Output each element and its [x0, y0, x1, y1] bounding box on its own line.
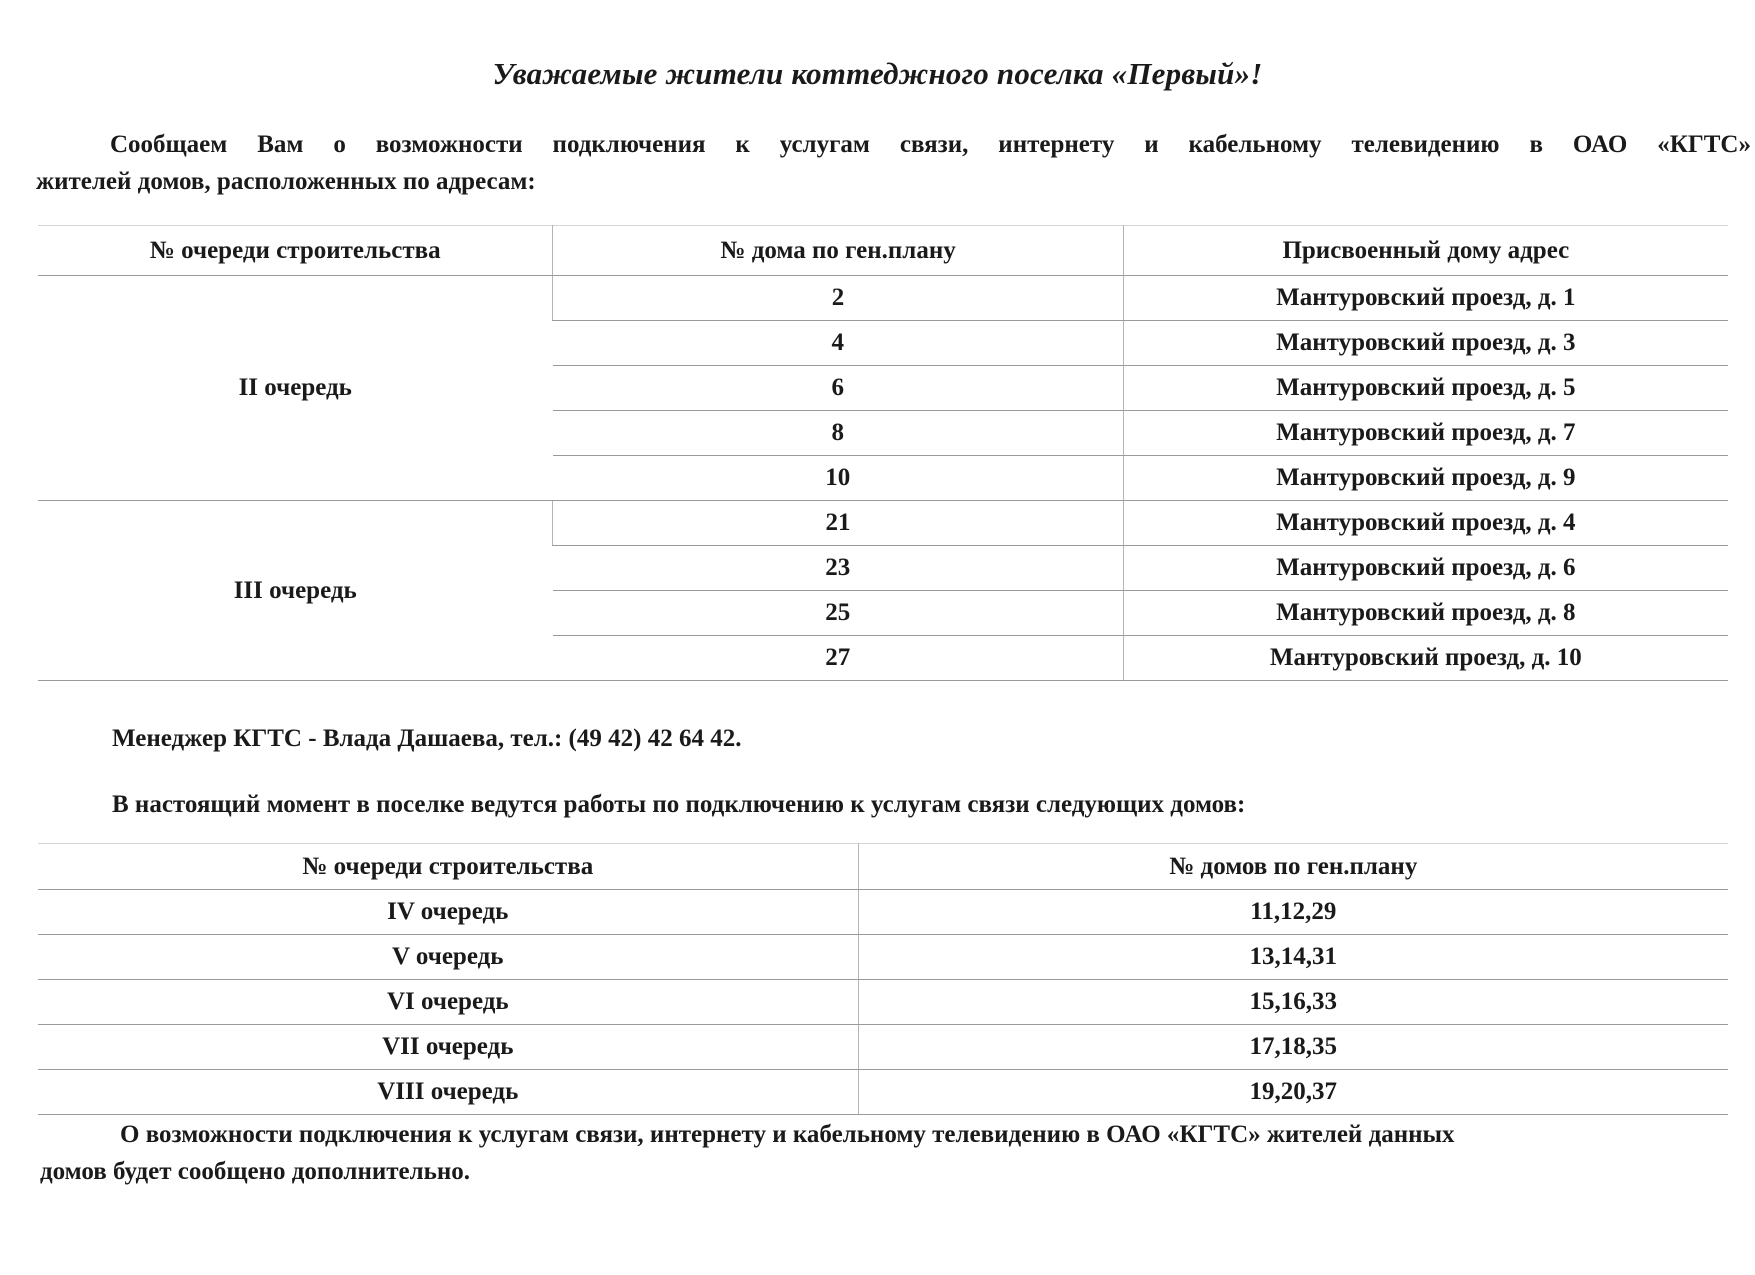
house-cell: 27 [553, 636, 1123, 681]
house-cell: 6 [553, 366, 1123, 411]
table-row [38, 1070, 1728, 1115]
address-cell: Мантуровский проезд, д. 10 [1123, 636, 1728, 681]
table-row [38, 501, 1728, 546]
address-cell: Мантуровский проезд, д. 1 [1123, 276, 1728, 321]
stage-cell: IV очередь [38, 890, 858, 935]
address-cell: Мантуровский проезд, д. 9 [1123, 456, 1728, 501]
address-cell: Мантуровский проезд, д. 8 [1123, 591, 1728, 636]
stage-cell: VII очередь [38, 1025, 858, 1070]
stage-cell: VIII очередь [38, 1070, 858, 1115]
house-cell: 25 [553, 591, 1123, 636]
header-stage: № очереди строительства [38, 844, 858, 890]
header-house-numbers: № домов по ген.плану [858, 844, 1728, 890]
addresses-table [38, 225, 1728, 681]
houses-cell: 15,16,33 [858, 980, 1728, 1025]
header-stage: № очереди строительства [38, 226, 553, 276]
manager-contact: Менеджер КГТС - Влада Дашаева, тел.: (49 42) 42 64 42. [112, 725, 742, 752]
closing-paragraph [40, 1116, 1700, 1190]
stage-cell: V очередь [38, 935, 858, 980]
house-cell: 8 [553, 411, 1123, 456]
header-address: Присвоенный дому адрес [1123, 226, 1728, 276]
house-cell: 21 [553, 501, 1123, 546]
table-header-row [38, 226, 1728, 276]
stage-cell: III очередь [38, 501, 553, 681]
table-row [38, 935, 1728, 980]
intro-line-2: жителей домов, расположенных по адресам: [36, 168, 536, 195]
closing-line-2: домов будет сообщено дополнительно. [40, 1158, 471, 1185]
house-cell: 10 [553, 456, 1123, 501]
table-row [38, 276, 1728, 321]
header-house-number: № дома по ген.плану [553, 226, 1123, 276]
address-cell: Мантуровский проезд, д. 3 [1123, 321, 1728, 366]
houses-cell: 19,20,37 [858, 1070, 1728, 1115]
table-header-row [38, 844, 1728, 890]
intro-paragraph [36, 126, 1751, 200]
stage-cell: VI очередь [38, 980, 858, 1025]
pending-houses-table [38, 843, 1728, 1115]
address-cell: Мантуровский проезд, д. 4 [1123, 501, 1728, 546]
house-cell: 4 [553, 321, 1123, 366]
houses-cell: 11,12,29 [858, 890, 1728, 935]
house-cell: 23 [553, 546, 1123, 591]
works-paragraph: В настоящий момент в поселке ведутся работы по подключению к услугам связи следующих домов: [112, 791, 1246, 818]
address-cell: Мантуровский проезд, д. 7 [1123, 411, 1728, 456]
house-cell: 2 [553, 276, 1123, 321]
table-row [38, 890, 1728, 935]
closing-line-1: О возможности подключения к услугам связи, интернету и кабельному телевидению в ОАО «КГТС» жителей данных [120, 1121, 1455, 1148]
table-row [38, 1025, 1728, 1070]
stage-cell: II очередь [38, 276, 553, 501]
address-cell: Мантуровский проезд, д. 6 [1123, 546, 1728, 591]
intro-line-1: Сообщаем Вам о возможности подключения к услугам связи, интернету и кабельному телевидению в ОАО «КГТС» [110, 131, 1751, 158]
table-row [38, 980, 1728, 1025]
page-title: Уважаемые жители коттеджного поселка «Первый»! [492, 56, 1263, 91]
houses-cell: 13,14,31 [858, 935, 1728, 980]
houses-cell: 17,18,35 [858, 1025, 1728, 1070]
address-cell: Мантуровский проезд, д. 5 [1123, 366, 1728, 411]
